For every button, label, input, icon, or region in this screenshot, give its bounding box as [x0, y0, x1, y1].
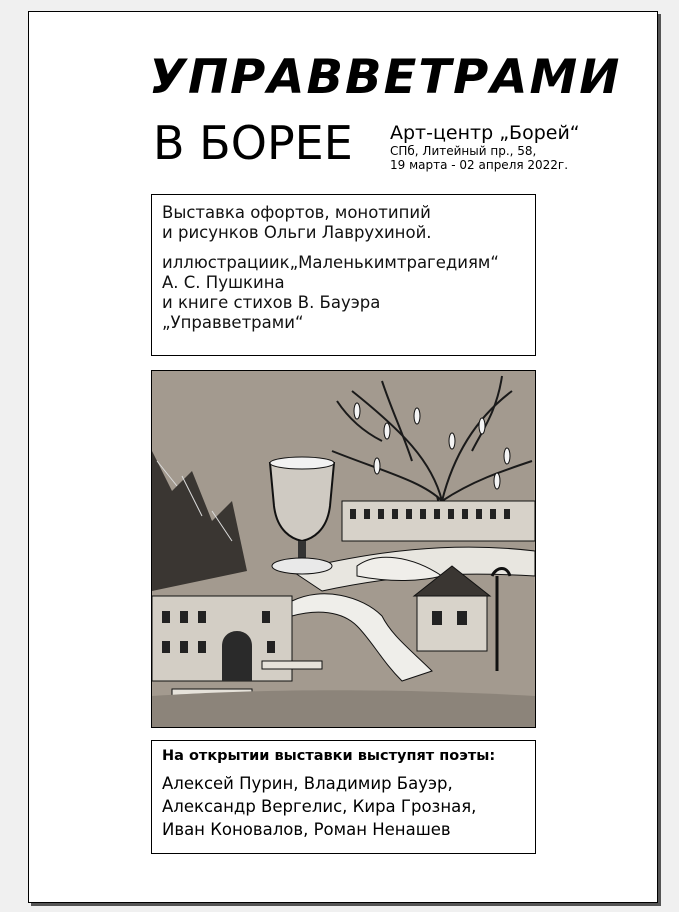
venue-dates: 19 марта - 02 апреля 2022г. — [390, 158, 569, 172]
poster-subtitle: В БОРЕЕ — [153, 116, 353, 170]
poster-page — [28, 11, 658, 903]
poets-heading: На открытии выставки выступят поэты: — [162, 748, 496, 764]
description-line: Выставка офортов, монотипий — [162, 203, 431, 222]
description-intro — [162, 203, 525, 243]
artwork-image — [151, 370, 536, 728]
description-box — [151, 194, 536, 356]
description-line: и рисунков Ольги Лаврухиной. — [162, 223, 432, 242]
ground — [152, 690, 535, 727]
venue-name: Арт-центр „Борей“ — [390, 122, 580, 144]
description-line: А. С. Пушкина — [162, 273, 285, 292]
building-right — [342, 501, 535, 541]
poster-title: УПРАВВЕТРАМИ — [149, 50, 622, 105]
description-details — [162, 253, 525, 333]
poets-line: Алексей Пурин, Владимир Бауэр, — [162, 774, 453, 793]
poets-line: Александр Вергелис, Кира Грозная, — [162, 797, 477, 816]
description-line: и книге стихов В. Бауэра — [162, 293, 381, 312]
artwork-illustration — [152, 371, 535, 727]
description-line: „Управветрами“ — [162, 313, 304, 332]
description-line: иллюстрациик„Маленькимтрагедиям“ — [162, 253, 499, 272]
poets-box — [151, 740, 536, 854]
venue-address: СПб, Литейный пр., 58, — [390, 144, 537, 158]
poets-line: Иван Коновалов, Роман Ненашев — [162, 820, 451, 839]
